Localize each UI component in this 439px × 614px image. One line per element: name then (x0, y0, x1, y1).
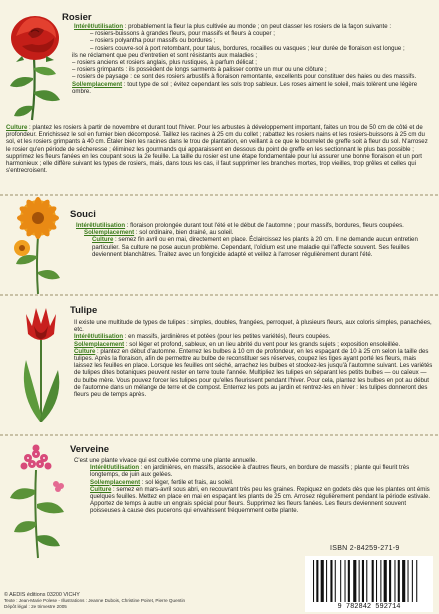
rosier-culture-label: Culture (6, 124, 28, 131)
verveine-interet-text: : en jardinières, en massifs, associée à d'autres fleurs, en bordure de massifs ; plante qui fleurit très longtemps, de juin aux gelées. (90, 464, 410, 479)
souci-interet-label: Intérêt/utilisation (76, 222, 126, 229)
barcode-bar (412, 560, 413, 602)
souci-sol-text: : sol ordinaire, bien drainé, au soleil. (134, 229, 234, 237)
barcode-bar (348, 560, 350, 602)
barcode-bar (384, 560, 387, 602)
tulipe-sol-text: : sol léger et profond, sableux, en un lieu abrité du vent pour les grands sujets ; exposition ensoleillée. (124, 340, 401, 348)
barcode-bar (394, 560, 395, 602)
verveine-interet (70, 464, 434, 478)
barcode-bar (316, 560, 318, 602)
verveine-interet-label: Intérêt/utilisation (90, 464, 140, 472)
rosier-section (62, 12, 434, 95)
tulipe-culture-label: Culture (74, 347, 96, 355)
tulipe-interet-text: : en massifs, jardinières et potées (pour les petites variétés), fleurs coupées. (123, 333, 331, 341)
tulipe-culture-text: : plantez en début d'automne. Enterrez les bulbes à 10 cm de profondeur, en les espaçant de 10 à 25 cm selon la taille des tulipes. Après la floraison, afin de permettre au bulbe de reconstituer ses réserves, coupez les tiges ayant porté les fleurs, mais laissez les feuilles en place. Lorsque les feuilles ont séché, arrachez les bulbes et stockez-les jusqu'à l'automne suivant. Les variétés de tulipes dites botaniques peuvent rester en terre toute l'année. Multipliez les tulipes en séparant les petits bulbes — ou caïeux — du bulbe mère. Vous pouvez forcer les tulipes pour qu'elles fleurissent pendant l'hiver. Pour cela, plantez les bulbes en pot au début de l'automne dans un mélange de terre et de compost. Enterrez les pots au jardin et rentrez-les en hiver : les tulipes donneront des fleurs peu de temps après. (74, 347, 433, 399)
souci-culture-text: : semez fin avril ou en mai, directement en place. Éclaircissez les plants à 20 cm. Il ne demande aucun entretien particulier. Sa culture ne pose aucun problème. Cependant, l'oïdium est une maladie qui l'affecte souvent. Ses feuilles deviennent blanchâtres. Traitez avec un fongicide adapté et veillez à l'arroser régulièrement durant l'été. (92, 236, 418, 258)
verveine-sol-text: : sol léger, fertile et frais, au soleil. (140, 478, 234, 486)
verveine-sol-label: Sol/emplacement (90, 478, 141, 486)
barcode-bar (321, 560, 324, 602)
tulipe-illustration (16, 304, 66, 424)
barcode-bar (389, 560, 391, 602)
tulipe-interet (70, 333, 434, 340)
souci-sol (70, 229, 434, 236)
barcode-bar (402, 560, 405, 602)
tulipe-section (70, 305, 434, 398)
barcode-bar (359, 560, 360, 602)
verveine-culture-label: Culture (90, 485, 112, 493)
rosier-culture (6, 124, 434, 174)
barcode-bar (353, 560, 356, 602)
barcode-bar (416, 560, 417, 602)
divider-2 (0, 294, 439, 296)
rosier-interet (62, 23, 434, 30)
rosier-interet-label: Intérêt/utilisation (74, 23, 124, 30)
barcode-bar (376, 560, 377, 602)
tulipe-sol (70, 341, 434, 348)
rosier-type-4: – rosiers anciens et rosiers anglais, plus rustiques, à parfum délicat ; (72, 59, 257, 67)
souci-culture (70, 236, 434, 258)
barcode-bar (340, 560, 341, 602)
souci-title: Souci (70, 209, 96, 220)
barcode-bar (380, 560, 381, 602)
publisher-line: © AEDIS éditions 03200 VICHY (4, 592, 80, 598)
souci-sol-label: Sol/emplacement (84, 229, 135, 237)
barcode-bar (408, 560, 409, 602)
rosier-culture-text: : plantez les rosiers à partir de novembre et durant tout l'hiver. Pour les arbustes à développement important, faites un trou de 50 cm de côté et de profondeur. Enrichissez le sol en fumier bien décomposé. Taillez les racines à 25 cm du collet ; rabattez les rosiers nains et les rosiers-buissons à 25 cm du sol, et les rosiers grimpants à 40 cm. Étaler bien les racines dans le trou de plantation, en veillant à ce que le bourrelet de greffe soit à fleur du sol. N'arrosez le rosier qu'en période de sécheresse ; éliminez les gourmands qui apparaissent en dessous du point de greffe en les sectionnant le plus bas possible ; supprimez les fleurs fanées en les coupant sous la 2e feuille. La taille du rosier est une étape fondamentale pour lui assurer une bonne floraison et un port harmonieux ; elle diffère suivant les types de rosiers, mais, dans tous les cas, il faut supprimer les branches mortes, trop vieilles, trop grêles et celles qui s'entrecroisent. (6, 124, 428, 175)
verveine-sol (70, 479, 434, 486)
tulipe-culture (70, 348, 434, 398)
rosier-type-5: – rosiers grimpants : ils possèdent de longs sarments à palisser contre un mur ou une clôture ; (72, 66, 327, 74)
publisher-block (4, 592, 254, 609)
souci-interet (70, 222, 434, 229)
souci-section (70, 209, 434, 258)
souci-illustration (8, 196, 70, 296)
verveine-illustration (6, 440, 68, 560)
tulipe-intro: Il existe une multitude de types de tulipes : simples, doubles, frangées, perroquet, à plusieurs fleurs, aux coloris simples, panachées, etc. (74, 319, 432, 334)
barcode-bar (313, 560, 314, 602)
rosier-title: Rosier (62, 12, 92, 23)
barcode-bar (372, 560, 374, 602)
barcode-bar (335, 560, 336, 602)
barcode-bar (330, 560, 332, 602)
rosier-sol (62, 81, 434, 95)
isbn-label: ISBN 2-84259-271-9 (330, 545, 400, 552)
rosier-type-6: – rosiers de paysage : ce sont des rosiers arbustifs à floraison remontante, excellents pour constituer des haies ou des massifs. (72, 73, 417, 81)
divider-3 (0, 434, 439, 436)
rosier-type-3b: ils ne réclament que peu d'entretien et sont résistants aux maladies ; (72, 51, 258, 59)
rosier-sol-label: Sol/emplacement (72, 80, 123, 88)
rosier-culture-paragraph (6, 124, 434, 174)
verveine-culture (70, 486, 434, 515)
credits-line: Texte : Jean-Marie Polese - Illustrations : Jeanne Dubois, Christine Poiret, Pierre Quentin (4, 598, 186, 604)
verveine-intro: C'est une plante vivace qui est cultivée comme une plante annuelle. (74, 457, 258, 464)
souci-interet-text: : floraison prolongée durant tout l'été et le début de l'automne ; pour massifs, bordures, fleurs coupées. (125, 222, 404, 229)
verveine-title: Verveine (70, 444, 110, 455)
tulipe-sol-label: Sol/emplacement (74, 340, 125, 348)
depot-legal-line: Dépôt légal : 2e trimestre 2005 (4, 603, 67, 609)
rosier-type-2: – rosiers polyantha pour massifs ou bordures ; (90, 37, 216, 45)
tulipe-interet-label: Intérêt/utilisation (74, 333, 124, 341)
barcode (305, 556, 433, 612)
barcode-bar (345, 560, 346, 602)
rosier-interet-text: : probablement la fleur la plus cultivée au monde ; on peut classer les rosiers de la façon suivante : (123, 23, 392, 30)
barcode-bar (398, 560, 400, 602)
rosier-type-3: – rosiers couvre-sol à port retombant, pour talus, bordures, rocailles ou vasques ; leur durée de floraison est longue ; (90, 44, 405, 52)
tulipe-title: Tulipe (70, 305, 98, 316)
barcode-bar (366, 560, 367, 602)
barcode-bar (362, 560, 364, 602)
verveine-section (70, 444, 434, 515)
rosier-type-1: – rosiers-buissons à grandes fleurs, pour massifs et fleurs à couper ; (90, 30, 275, 38)
souci-culture-label: Culture (92, 236, 114, 244)
barcode-number: 9 782842 592714 (337, 602, 401, 611)
rosier-sol-text: : tout type de sol ; évitez cependant les sols trop sableux. Les roses aiment le soleil, mais tolèrent une légère ombre. (72, 80, 418, 95)
rose-illustration (4, 8, 66, 123)
barcode-bar (326, 560, 327, 602)
verveine-culture-text: : semez en mars-avril sous abri, en recouvrant très peu les graines. Repiquez en godets dès que les plantes ont émis quelques feuilles. Mettez en place en mai en espaçant les plants de 25 cm. Arrosez régulièrement pendant la période estivale. Apportez de temps à autre un engrais spécial pour fleurs. Supprimez les fleurs fanées. Les fleurs deviennent souvent poisseuses à cause des pucerons qui envahissent fréquemment cette plante. (90, 485, 431, 515)
